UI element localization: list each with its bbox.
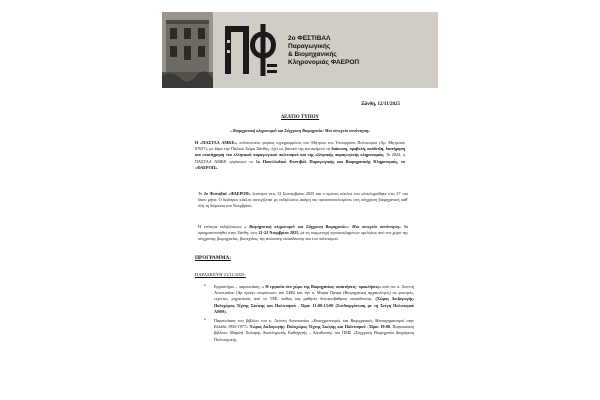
list-item	[204, 284, 414, 315]
day-heading: ΠΑΡΑΣΚΕΥΗ 21/11/2025:	[195, 272, 246, 277]
event-tail: με τη συμμετοχή προσκεκλημένων ομιλητών από τον χώρο της σύγχρονης βιομηχανίας, βιοτεχνίας, της ανώτατης εκπαίδευσης και του πολιτισμού.	[198, 230, 408, 242]
festival-name: 2ο Φεστιβάλ «ΦΑΕΡΟΠ»	[203, 191, 251, 196]
building-photo	[162, 12, 213, 88]
press-release-page	[162, 12, 438, 398]
list-item	[204, 318, 414, 343]
intro-paragraph	[195, 140, 405, 171]
event-dates: 21-22 Νοεμβρίου 2025,	[258, 230, 300, 236]
event-title: « Βιομηχανική κληρονομιά και Σύγχρονη Βιομηχανία»: Μια συνεχεία συνάντηση»	[244, 224, 401, 229]
release-date: Ξάνθη, 12/11/2025	[361, 102, 400, 107]
festival-text: ξεκίνησε στις 13 Σεπτεμβρίου 2025 και ο πρώτος κύκλος του ολοκληρώθηκε στις 27 του ίδιου μήνα. Ο δεύτερος κύκλος συνεχίζεται με εκδηλώσεις ακόμη πιο προσανατολισμένες στη σύγχρονη βιομηχανική καθ' όλη τη διάρκεια του Νοεμβρίου.	[198, 191, 408, 209]
bullet-icon: •	[204, 284, 206, 289]
item-text: από τον κ. Λεοντή Ανυστασίου (Δρ πρώην εκπρόσωπο του ΣΕΒ) και την κ. Μαρία Πατρά (Βιομηχανική αρχαιολόγος) σε φοιτητές, τεχνίτες, μηχανικούς από το ΤΕΕ, καθώς και μαθητές δευτεροβάθμιας εκπαίδευσης.	[214, 284, 415, 302]
festival-line-2: Παραγωγικής	[288, 43, 331, 50]
intro-festival: 1ο Πανελλαδικό Φεστιβάλ Παραγωγικής και Βιομηχανικής Κληρονομιάς, το «ΦΑΕΡΟΠ».	[195, 158, 406, 170]
intro-mission: διάσωση, προβολή, ανάδειξη, διατήρηση και επανάχρηση του ελληνικού παραγωγικού πολιτισμού και της ελληνικής παραγωγικής κληρονομιάς.	[195, 146, 405, 158]
logo-band	[213, 12, 438, 88]
festival-paragraph	[198, 191, 408, 210]
org-name: Η «ΠΑΣΤΑΛ ΑΜΚΕ»,	[195, 140, 238, 145]
bullet-icon: •	[204, 318, 206, 324]
event-paragraph	[198, 224, 408, 243]
festival-title	[288, 35, 359, 67]
item-book-title: «Εκσυγχρονισμός και Βιομηχανικές Μετασχηματισμοί στην Ελλάδα 1950-1977»	[214, 318, 414, 330]
event-lead: Η ενότητα εκδηλώσεων	[198, 224, 242, 229]
item-text: Παρουσίαση βιβλίου: Μαριλή Χαλαρής Αναπληρωτής Καθηγητής – Διευθυντής του ΠΜΣ «Σύγχρονη Βιομηχανία Διαχείριση Πολιτισμικής	[214, 324, 414, 342]
festival-line-4: Κληρονομιάς ΦΑΕΡΟΠ	[288, 59, 360, 66]
document-subtitle: « Βιομηχανική κληρονομιά και Σύγχρονη Βιομηχανία: Μια συνεχεία συνάντηση»	[229, 128, 371, 133]
faerop-logo-icon	[223, 20, 281, 80]
intro-tail: Το 2024, η ΠΑΣΤΑΛ ΑΜΚΕ οργάνωσε το	[195, 152, 405, 164]
festival-banner	[162, 12, 438, 88]
intro-text: πολιτιστικός φορέας εγγεγραμμένος στο Μητρώο του Υπουργείου Πολιτισμού (Αρ. Μητρώου 67657), με έδρα την Παλαιά Χώρα Ξάνθης, έχει ως βασικό της αντικείμενο τη	[195, 140, 406, 152]
programme-list	[204, 284, 414, 346]
document-title: ΔΕΛΤΙΟ ΤΥΠΟΥ	[280, 115, 320, 120]
item-title: « Η εργασία στο χώρο της Βιομηχανίας: απαιτήσεις- προκλήσεις»	[261, 284, 382, 289]
festival-line-3: & Βιομηχανικής	[288, 51, 337, 58]
festival-line-1: 2ο ΦΕΣΤΙΒΑΛ	[288, 35, 331, 42]
building-image	[162, 12, 213, 88]
item-venue: (Χώρος Διεξαγωγής: Πολυχώρος Τέχνης Σκέψης και Πολιτισμού . Ώρα: 11:00-13:00 (Συνδιοργάνωση με τη Στέγη Πολιτισμού ΑΜΘ).	[214, 296, 415, 314]
item-lead: Παρουσίαση του βιβλίου του κ. Λεοντή Ανυστασίου	[214, 318, 310, 324]
item-lead: Εργαστήριο – παρουσίαση:	[214, 284, 261, 289]
item-venue: Χώρος Διεξαγωγής: Πολυχώρος Τέχνης Σκέψης και Πολιτισμού . Ώρα: 19:00.	[249, 324, 392, 330]
programme-heading: ΠΡΟΓΡΑΜΜΑ:	[195, 255, 231, 261]
event-text: θα πραγματοποιηθεί στην Ξάνθη, στις	[198, 224, 409, 236]
festival-lead: Το	[198, 191, 203, 196]
